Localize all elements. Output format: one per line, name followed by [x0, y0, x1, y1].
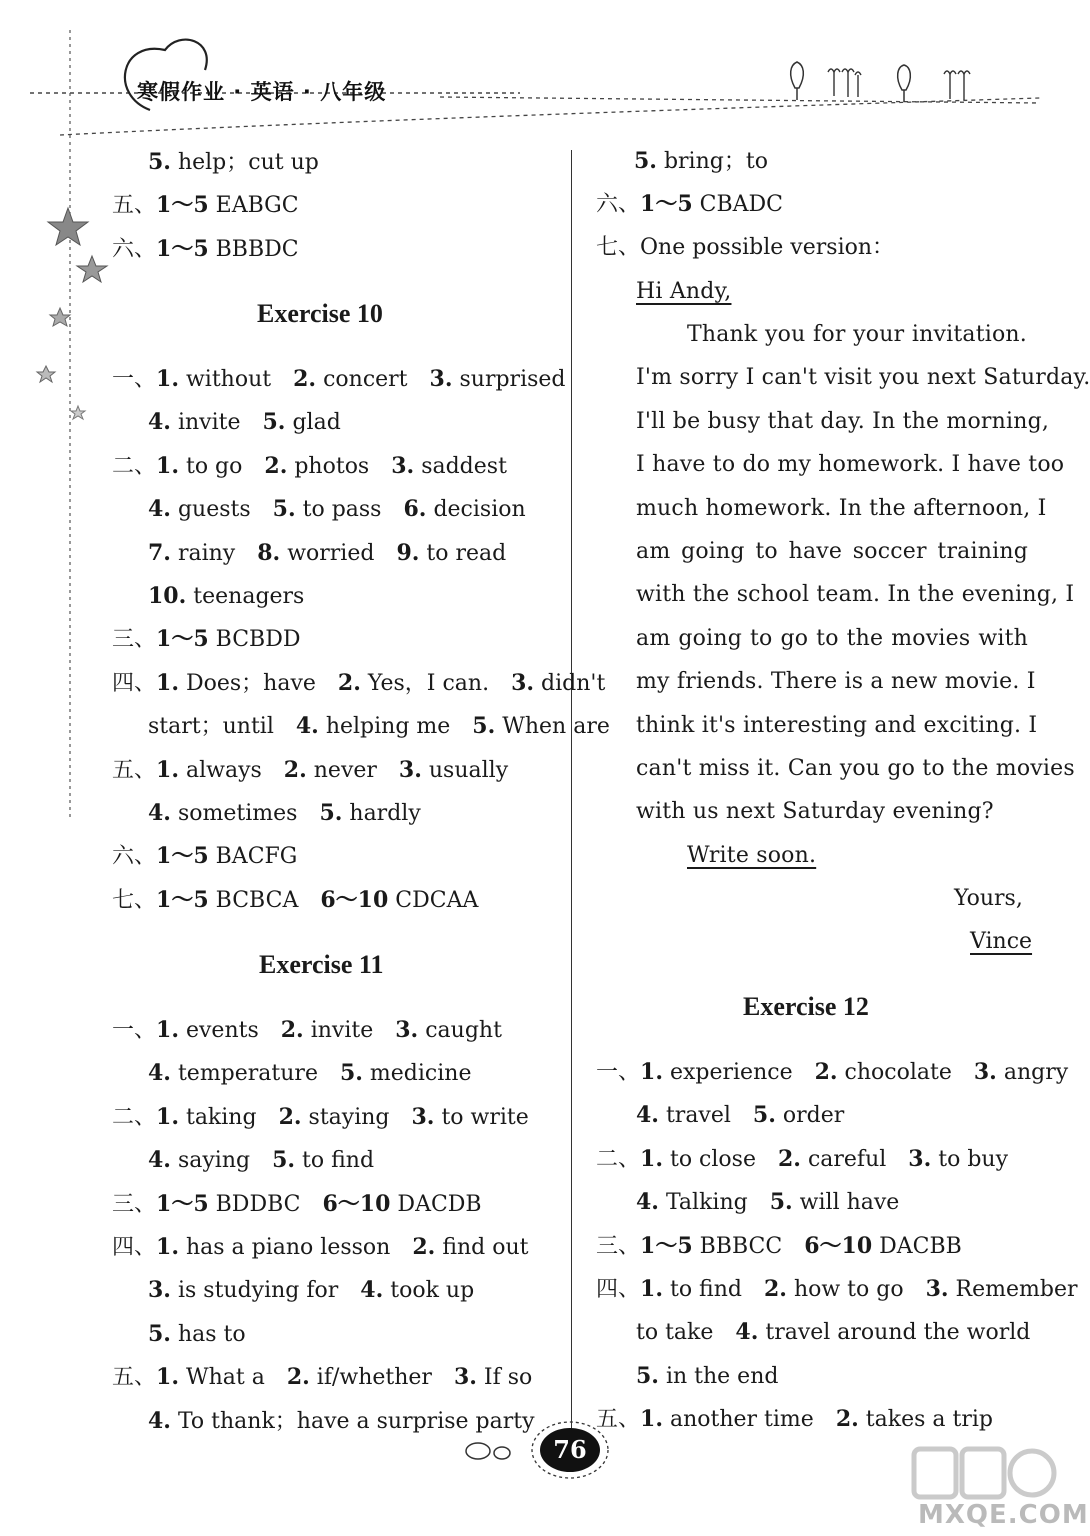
answer-text: careful — [800, 1146, 909, 1172]
item-number: 5. — [272, 1147, 296, 1174]
section-prefix: 二、 — [112, 453, 157, 479]
section-prefix: 三、 — [112, 1191, 157, 1217]
answer-line — [112, 755, 508, 786]
item-number: 4. — [148, 1407, 171, 1434]
answer-text: has a piano lesson — [178, 1235, 413, 1260]
answer-line — [596, 233, 894, 263]
header-decoration — [0, 0, 1063, 150]
item-number: 3. — [973, 1059, 997, 1085]
answer-line — [148, 1145, 374, 1176]
section-prefix: 七、 — [112, 887, 157, 913]
item-number: 5. — [272, 496, 296, 523]
answer-line — [634, 146, 768, 177]
answer-text: to read — [419, 540, 507, 566]
answer-text: angry — [996, 1060, 1069, 1085]
item-number: 3. — [908, 1145, 932, 1172]
star-icon — [37, 366, 55, 382]
answer-text: EABGC — [208, 193, 299, 219]
item-number: 2. — [286, 1364, 310, 1391]
answer-text: glad — [285, 410, 341, 436]
answer-line — [112, 1015, 502, 1046]
section-prefix: 五、 — [112, 1365, 157, 1391]
answer-text: another time — [662, 1407, 836, 1433]
item-number: 1～5 — [156, 626, 209, 653]
answer-text: to find — [662, 1277, 764, 1302]
answer-line — [112, 1232, 529, 1263]
item-number: 7. — [148, 539, 171, 566]
answer-text: saying — [170, 1148, 273, 1174]
answer-line — [148, 1275, 474, 1306]
answer-text: Yes，I can. — [360, 670, 512, 696]
item-number: 3. — [429, 366, 453, 392]
item-number: 1. — [156, 366, 179, 392]
section-prefix: 三、 — [596, 1233, 641, 1259]
item-number: 5. — [634, 148, 657, 174]
answer-text: CDCAA — [388, 887, 479, 913]
answer-text: What a — [178, 1365, 287, 1391]
item-number: 3. — [398, 756, 422, 783]
answer-text: CBADC — [692, 192, 783, 218]
answer-text: never — [306, 757, 399, 783]
answer-text: bring；to — [656, 149, 768, 174]
item-number: 1. — [640, 1059, 663, 1085]
answer-text: invite — [170, 410, 263, 436]
letter-line: am going to have soccer training — [636, 539, 1028, 564]
answer-text: didn't — [534, 670, 606, 696]
answer-line — [596, 1057, 1068, 1088]
item-number: 1. — [156, 1103, 179, 1130]
answer-text: to close — [662, 1146, 778, 1172]
answer-text: to write — [434, 1104, 529, 1130]
watermark-text: MXQE.COM — [918, 1500, 1089, 1530]
item-number: 1～5 — [156, 886, 209, 913]
answer-text: to take — [636, 1320, 736, 1346]
answer-text: in the end — [658, 1363, 779, 1389]
answer-text: photos — [287, 453, 392, 479]
letter-line: am going to go to the movies with — [636, 625, 1028, 651]
answer-text: always — [178, 757, 284, 783]
answer-text: hardly — [342, 801, 421, 826]
answer-text: is studying for — [170, 1278, 361, 1304]
letter-line: with us next Saturday evening? — [636, 799, 994, 825]
item-number: 3. — [395, 1017, 419, 1043]
answer-line — [148, 581, 304, 612]
item-number: 2. — [814, 1059, 838, 1085]
answer-line — [112, 624, 301, 655]
answer-line — [596, 1274, 1078, 1305]
section-prefix: 四、 — [112, 670, 157, 696]
item-number: 5. — [752, 1102, 776, 1129]
answer-line — [596, 189, 783, 220]
item-number: 5. — [262, 409, 286, 436]
item-number: 1. — [156, 1364, 179, 1391]
answer-text: caught — [418, 1018, 502, 1043]
answer-text: to find — [295, 1148, 375, 1174]
answer-line — [112, 190, 299, 221]
answer-text: takes a trip — [858, 1407, 993, 1433]
section-prefix: 六、 — [596, 192, 641, 218]
answer-line — [148, 1058, 471, 1089]
item-number: 8. — [257, 539, 281, 566]
item-number: 1. — [156, 1234, 179, 1260]
answer-text: worried — [280, 540, 397, 566]
answer-text: travel around the world — [758, 1320, 1031, 1346]
answer-text: BACFG — [208, 844, 298, 870]
answer-line — [148, 1319, 246, 1350]
answer-text: if/whether — [309, 1365, 454, 1391]
letter-signoff: Yours, — [954, 886, 1023, 911]
item-number: 4. — [148, 496, 171, 523]
answer-line — [112, 234, 299, 265]
answer-text: DACDB — [390, 1191, 482, 1217]
item-number: 5. — [319, 800, 343, 826]
letter-name: Vince — [970, 929, 1033, 954]
answer-line — [636, 1361, 778, 1392]
letter-line: think it's interesting and exciting. I — [636, 712, 1038, 738]
item-number: 5. — [472, 713, 496, 740]
item-number: 1～5 — [640, 191, 693, 218]
section-prefix: 五、 — [596, 1407, 641, 1433]
letter-line: I'll be busy that day. In the morning, — [636, 408, 1050, 434]
item-number: 5. — [339, 1060, 363, 1087]
page-number: 76 — [540, 1428, 600, 1472]
answer-text: without — [178, 367, 294, 392]
letter-line: much homework. In the afternoon, I — [636, 495, 1047, 521]
item-number: 4. — [148, 1147, 171, 1174]
letter-greeting: Hi Andy, — [636, 279, 732, 304]
answer-text: took up — [383, 1278, 475, 1304]
item-number: 2. — [412, 1234, 436, 1260]
item-number: 3. — [391, 452, 415, 479]
exercise-heading: Exercise 10 — [257, 299, 383, 328]
item-number: 3. — [148, 1277, 171, 1304]
item-number: 5. — [148, 1320, 171, 1347]
letter-line: I'm sorry I can't visit you next Saturday. — [636, 365, 1090, 391]
star-icon — [48, 208, 88, 245]
exercise-heading: Exercise 11 — [259, 950, 384, 979]
answer-line — [112, 885, 478, 916]
item-number: 4. — [148, 1060, 171, 1087]
item-number: 6～10 — [804, 1232, 873, 1259]
item-number: 2. — [337, 669, 361, 696]
section-prefix: 六、 — [112, 844, 157, 870]
answer-text: BCBDD — [208, 627, 301, 653]
section-prefix: 二、 — [112, 1104, 157, 1130]
answer-text: Does；have — [178, 670, 338, 696]
answer-text: order — [775, 1103, 845, 1129]
letter-line: can't miss it. Can you go to the movies — [636, 756, 1075, 781]
answer-line — [112, 668, 605, 699]
item-number: 4. — [735, 1319, 759, 1346]
section-prefix: 一、 — [112, 1018, 157, 1043]
section-prefix: 二、 — [596, 1146, 641, 1172]
item-number: 6～10 — [322, 1190, 391, 1217]
item-number: 2. — [835, 1406, 859, 1433]
answer-text: BBBDC — [208, 236, 299, 262]
star-icon — [77, 256, 107, 282]
answer-text: events — [178, 1018, 281, 1043]
answer-text: start；until — [148, 714, 296, 740]
item-number: 4. — [636, 1102, 659, 1129]
item-number: 4. — [295, 713, 319, 740]
item-number: 6～10 — [320, 886, 389, 913]
answer-line — [148, 494, 526, 525]
answer-line — [596, 1231, 962, 1262]
answer-line — [596, 1404, 993, 1435]
item-number: 4. — [360, 1277, 384, 1304]
item-number: 1. — [640, 1276, 663, 1302]
item-number: 2. — [293, 366, 317, 392]
answer-text: usually — [421, 757, 509, 783]
item-number: 1～5 — [156, 1190, 209, 1217]
answer-text: how to go — [786, 1277, 926, 1302]
item-number: 2. — [280, 1017, 304, 1043]
item-number: 1～5 — [156, 235, 209, 262]
item-number: 2. — [278, 1103, 302, 1130]
answer-line — [148, 711, 610, 742]
item-number: 1. — [640, 1145, 663, 1172]
item-number: 1. — [156, 669, 179, 696]
letter-line: with the school team. In the evening, I — [636, 582, 1075, 608]
item-number: 10. — [148, 583, 187, 609]
answer-text: temperature — [170, 1061, 340, 1087]
item-number: 3. — [453, 1364, 477, 1391]
item-number: 9. — [396, 539, 420, 566]
answer-text: sometimes — [170, 801, 320, 826]
item-number: 2. — [763, 1276, 787, 1302]
answer-text: concert — [316, 367, 430, 392]
answer-text: saddest — [414, 453, 507, 479]
answer-line — [112, 451, 507, 482]
item-number: 4. — [636, 1189, 659, 1216]
answer-text: chocolate — [837, 1060, 974, 1085]
letter-line: Thank you for your invitation. — [687, 322, 1027, 347]
item-number: 3. — [925, 1276, 949, 1302]
answer-text: guests — [170, 497, 273, 523]
answer-text: teenagers — [186, 584, 305, 609]
item-number: 1～5 — [640, 1232, 693, 1259]
answer-text: BDDBC — [208, 1191, 323, 1217]
answer-text: has to — [170, 1321, 246, 1347]
letter-line: I have to do my homework. I have too — [636, 452, 1065, 478]
answer-text: to pass — [295, 497, 404, 523]
column-divider — [571, 150, 572, 1430]
answer-text: medicine — [362, 1061, 472, 1087]
answer-text: decision — [426, 497, 526, 523]
section-prefix: 一、 — [596, 1060, 641, 1085]
item-number: 6. — [403, 496, 427, 523]
item-number: 2. — [264, 452, 288, 479]
item-number: 4. — [148, 409, 171, 436]
answer-line — [112, 1189, 482, 1220]
item-number: 1. — [156, 756, 179, 783]
item-number: 2. — [283, 756, 307, 783]
item-number: 1. — [640, 1406, 663, 1433]
section-prefix: 五、 — [112, 757, 157, 783]
answer-text: to buy — [931, 1146, 1009, 1172]
answer-text: experience — [662, 1060, 815, 1085]
header-title: 寒假作业 · 英语 · 八年级 — [137, 80, 387, 104]
answer-text: Talking — [658, 1190, 770, 1216]
answer-text: will have — [792, 1190, 900, 1216]
answer-text: DACBB — [872, 1233, 962, 1259]
letter-closing: Write soon. — [687, 843, 817, 868]
answer-text: to go — [178, 453, 265, 479]
answer-text: When are — [495, 714, 610, 740]
answer-text: surprised — [452, 367, 566, 392]
section-prefix: 四、 — [596, 1277, 641, 1302]
answer-line — [148, 407, 341, 438]
answer-text: If so — [476, 1365, 533, 1391]
answer-text: One possible version： — [640, 234, 895, 260]
item-number: 5. — [148, 149, 171, 175]
item-number: 5. — [769, 1189, 793, 1216]
item-number: 5. — [636, 1362, 659, 1389]
answer-text: To thank；have a surprise party — [170, 1408, 535, 1434]
answer-text: travel — [658, 1103, 753, 1129]
item-number: 4. — [148, 800, 171, 826]
answer-line — [636, 1100, 844, 1131]
answer-line — [148, 538, 506, 569]
section-prefix: 七、 — [596, 234, 641, 260]
item-number: 2. — [777, 1145, 801, 1172]
section-prefix: 六、 — [112, 236, 157, 262]
answer-text: help；cut up — [170, 150, 319, 175]
answer-text: Remember — [948, 1277, 1078, 1302]
answer-line — [112, 1102, 529, 1133]
letter-line: my friends. There is a new movie. I — [636, 669, 1036, 695]
answer-line — [636, 1317, 1030, 1348]
stars-decoration — [30, 200, 110, 440]
answer-line — [148, 147, 319, 178]
answer-line — [112, 1362, 532, 1393]
answer-text: taking — [178, 1104, 279, 1130]
section-prefix: 三、 — [112, 627, 157, 653]
answer-text: find out — [435, 1235, 529, 1260]
answer-line — [596, 1144, 1008, 1175]
answer-text: invite — [303, 1018, 396, 1043]
star-icon — [50, 308, 70, 326]
answer-line — [112, 364, 566, 395]
item-number: 1～5 — [156, 192, 209, 219]
star-icon — [71, 406, 85, 419]
answer-line — [636, 1187, 899, 1218]
answer-text: staying — [301, 1104, 412, 1130]
answer-text: rainy — [170, 540, 258, 566]
answer-text: BCBCA — [208, 887, 321, 913]
section-prefix: 一、 — [112, 367, 157, 392]
answer-text: BBBCC — [692, 1233, 805, 1259]
item-number: 1. — [156, 452, 179, 479]
answer-line — [112, 841, 297, 872]
item-number: 1. — [156, 1017, 179, 1043]
section-prefix: 五、 — [112, 193, 157, 219]
answer-text: helping me — [318, 714, 473, 740]
exercise-heading: Exercise 12 — [743, 992, 869, 1021]
item-number: 1～5 — [156, 843, 209, 870]
item-number: 3. — [411, 1103, 435, 1130]
answer-line — [148, 798, 421, 829]
item-number: 3. — [511, 669, 535, 696]
section-prefix: 四、 — [112, 1235, 157, 1260]
